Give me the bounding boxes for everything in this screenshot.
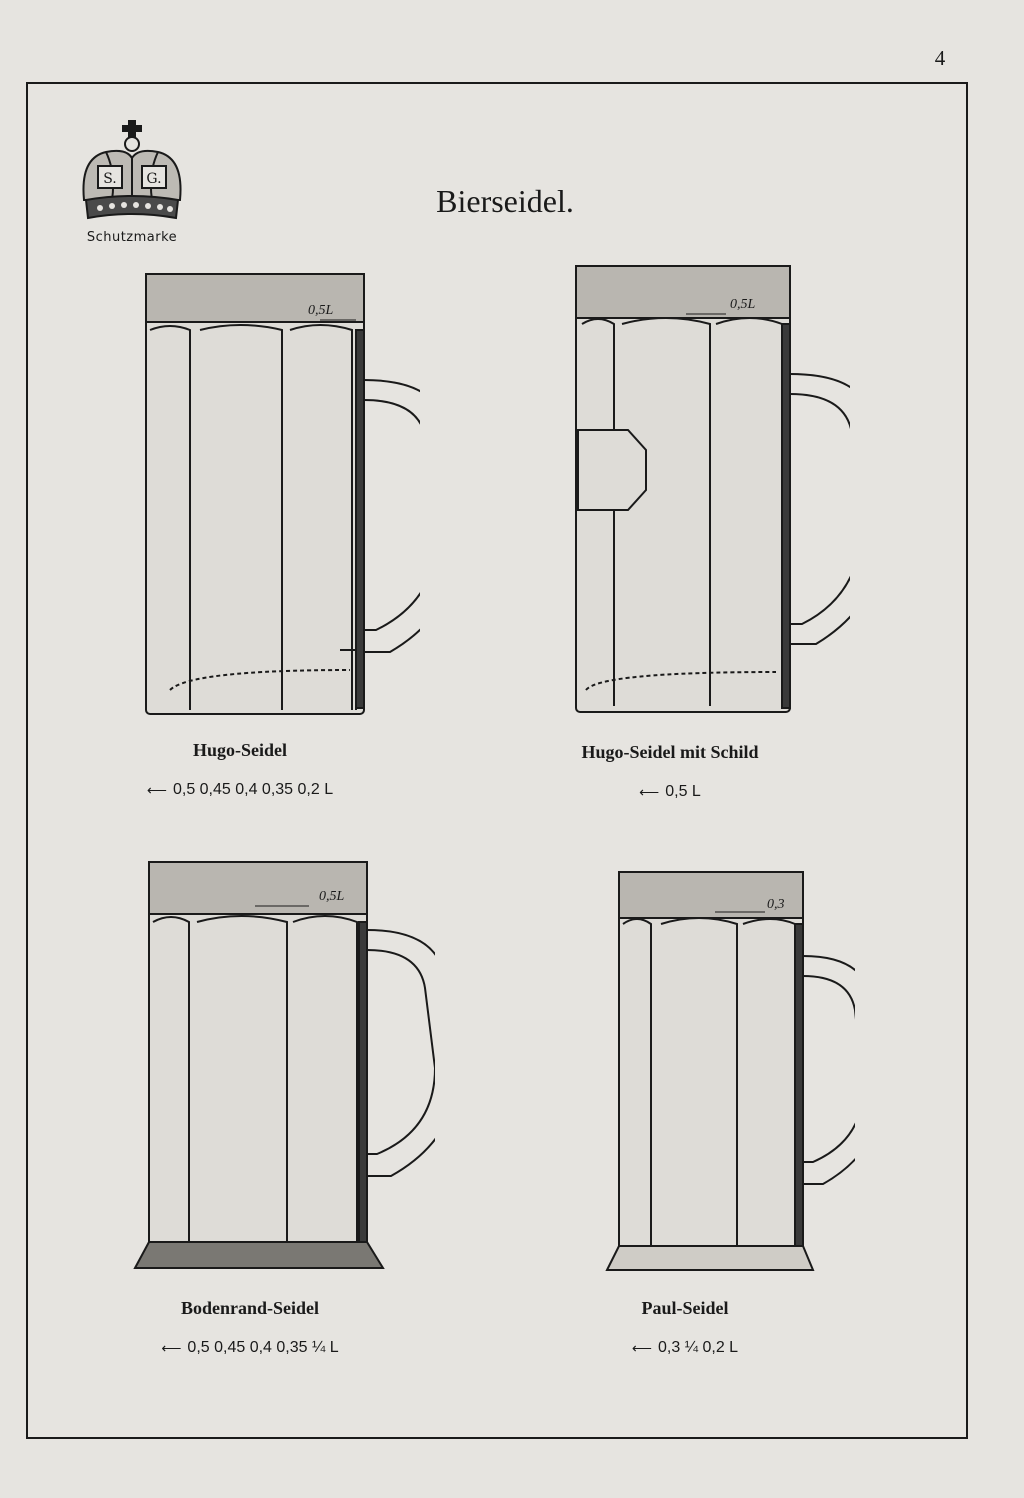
product-bodenrand-seidel	[50, 858, 450, 1357]
product-sizes-row	[485, 1339, 885, 1357]
product-name: Paul-Seidel	[641, 1298, 729, 1318]
catalog-title: Bierseidel.	[436, 183, 574, 219]
product-sizes: 0,5 0,45 0,4 0,35 0,2 L	[172, 781, 334, 798]
product-sizes: 0,5 0,45 0,4 0,35 ¼ L	[187, 1339, 339, 1356]
trademark-logo	[76, 118, 188, 250]
product-name: Hugo-Seidel mit Schild	[581, 742, 759, 762]
product-sizes-row	[40, 781, 440, 799]
fill-line-label: 0,5L	[730, 297, 756, 312]
product-sizes: 0,3 ¼ 0,2 L	[658, 1339, 739, 1356]
crown-icon	[76, 118, 188, 228]
fill-line-label: 0,3	[767, 897, 785, 912]
product-name: Hugo-Seidel	[192, 740, 287, 760]
fill-line-label: 0,5L	[308, 303, 334, 318]
beer-mug-illustration	[515, 868, 855, 1278]
product-sizes-row	[50, 1339, 450, 1357]
beer-mug-illustration	[65, 858, 435, 1278]
logo-letter-s: S.	[103, 171, 117, 187]
product-hugo-seidel-mit-schild	[470, 262, 870, 801]
beer-mug-illustration	[60, 270, 420, 720]
fill-mark-icon: ⟵	[631, 1339, 652, 1356]
fill-line-label: 0,5L	[319, 889, 345, 904]
beer-mug-illustration	[490, 262, 850, 722]
fill-mark-icon: ⟵	[161, 1339, 182, 1356]
product-sizes: 0,5 L	[665, 783, 701, 800]
product-hugo-seidel	[40, 270, 440, 799]
product-sizes-row	[470, 783, 870, 801]
logo-caption: Schutzmarke	[86, 230, 178, 245]
fill-mark-icon: ⟵	[146, 781, 167, 798]
product-paul-seidel	[485, 868, 885, 1357]
fill-mark-icon: ⟵	[639, 783, 660, 800]
logo-letter-g: G.	[146, 171, 162, 187]
product-name: Bodenrand-Seidel	[180, 1298, 320, 1318]
page-number: 4	[934, 46, 946, 70]
